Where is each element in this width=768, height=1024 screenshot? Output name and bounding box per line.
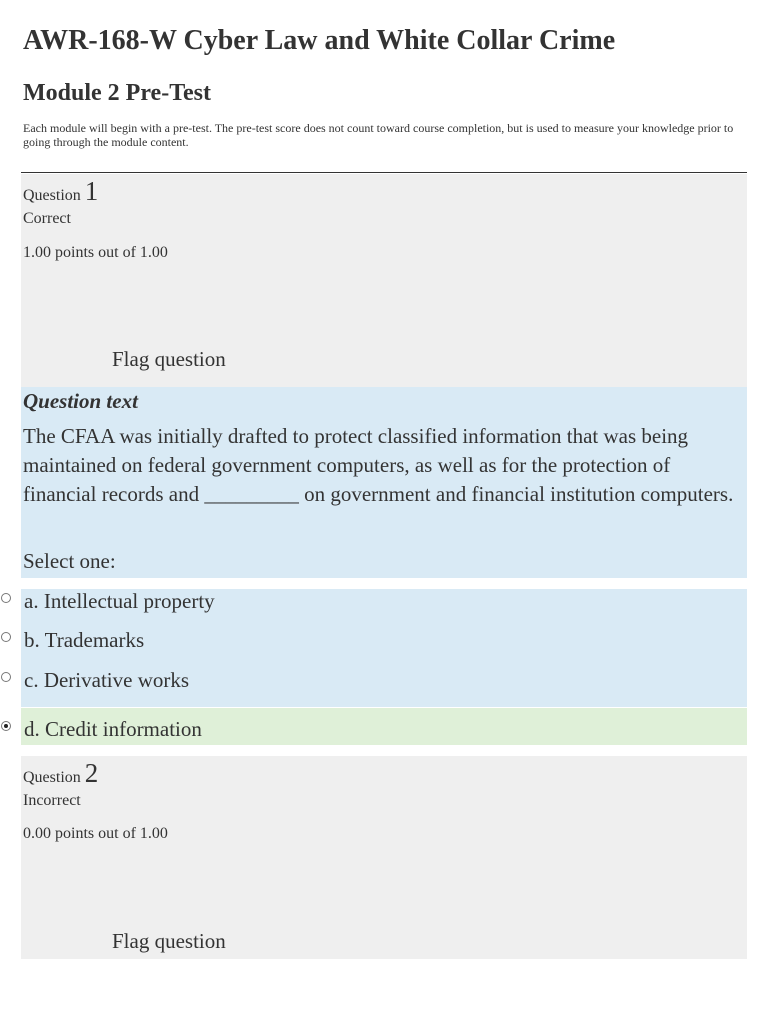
question-label-text: Question <box>23 769 81 786</box>
question-2-info <box>21 756 747 959</box>
divider <box>21 172 747 173</box>
question-number: 1 <box>84 176 99 206</box>
question-2-label <box>23 758 98 789</box>
option-a-radio[interactable] <box>1 593 11 603</box>
module-title: Module 2 Pre-Test <box>23 80 211 106</box>
intro-text: Each module will begin with a pre-test. The pre-test score does not count toward course completion, but is used to measure your knowledge prior to going through the module content. <box>23 121 734 149</box>
option-a-label[interactable]: a. Intellectual property <box>24 589 215 613</box>
flag-question-1-button[interactable]: Flag question <box>112 347 226 371</box>
option-d-label[interactable]: d. Credit information <box>24 717 202 741</box>
select-one-prompt: Select one: <box>23 549 116 573</box>
option-b-radio[interactable] <box>1 632 11 642</box>
question-2-state: Incorrect <box>23 792 81 809</box>
question-label-text: Question <box>23 187 81 204</box>
question-1-label <box>23 176 98 207</box>
question-1-grade: 1.00 points out of 1.00 <box>23 244 168 261</box>
option-c-radio[interactable] <box>1 672 11 682</box>
question-text-heading: Question text <box>23 389 138 413</box>
question-1-text-area <box>21 387 747 578</box>
flag-question-2-button[interactable]: Flag question <box>112 929 226 953</box>
question-number: 2 <box>84 758 99 788</box>
question-2-grade: 0.00 points out of 1.00 <box>23 825 168 842</box>
option-b-label[interactable]: b. Trademarks <box>24 628 145 652</box>
option-c-label[interactable]: c. Derivative works <box>24 668 190 692</box>
question-1-info <box>21 174 747 387</box>
question-1-state: Correct <box>23 210 71 227</box>
question-1-text: The CFAA was initially drafted to protect classified information that was being maintained on federal government computers, as well as for the protection of financial records and _________ on government and financial institution computers. <box>23 424 734 506</box>
course-title: AWR-168-W Cyber Law and White Collar Crime <box>23 25 616 56</box>
option-d-radio[interactable] <box>1 721 11 731</box>
